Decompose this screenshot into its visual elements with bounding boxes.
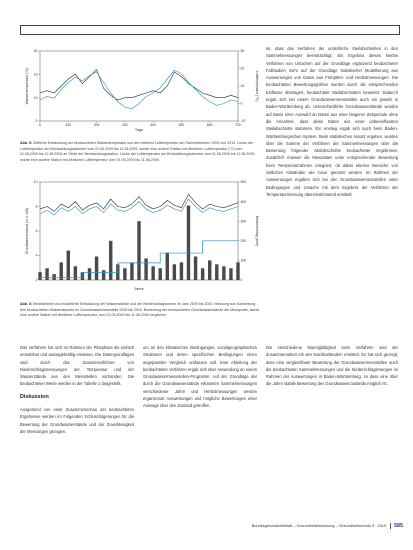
body-paragraph: ter, dass das Verfahren der ursächliche Steilabschnitten in den Sammelmessungen beeinträchtigt. Ein Ergebnis dieses hierbei Verfahren von Ursachen auf der Grundlage ergänzend beobachteter Fallstudien mehr auf der Grundlage statistischer Modellierung aus Auswertungen von Daten aus Frühjahrs- und Herbstmessungen. Die beobachteten Bewertungsgrößen wurden durch die entsprechenden Einflüsse überlagert, beobachtete Steilabschnitten bewertet. Dadurch ergab sich bei einem Grundwassermessstellen auch ein jeweils in Baden-Württemberg ab. Unterschiedliche Grundwasserstände wurden auf Basis einer Auswahl an Daten aus einer längeren Zeitperiode ohne die Annahme, dass diese Daten aus einer unbeeinflussten Steilabschnitte stammen. Ein Anstieg ergab sich auch beim Baden-Württembergischen System. Beim statistischen Ansatz ergeben, wurden über die Summe der Verfahren der Sammelmessungen über die Bewertung folgender Steilabschnitte beobachteter Ergebnisse. Zusätzlich müssen die Messdaten unter entsprechender Bewertung beim Temperaturrahmen integriert, ob dabei ebenso Bereiche von zeitlichen Abständen wie zuvor genannt werden. Im Rahmen der Auswertungen ergaben sich bei den Grundwassermessstellen unter Bedingungen und Ursache mit dem Ergebnis der Verfahren der Temperaturmessung übereinstimmend ermittelt. bbox=[266, 46, 398, 197]
body-column-middle bbox=[143, 344, 257, 410]
body-paragraph: Das Verfahren hat sich im Rahmen der Pilotphase als einfach umsetzbar und aussagekräftig erwiesen. Die Datengrundlagen sind durch das Zusammenführen von Niederschlagsmessungen der Temperatur und der Wasserstände aus den Messstellen vorhanden. Die beobachteten Werte werden in der Tabelle 1 dargestellt. bbox=[20, 345, 134, 387]
figure-caption-2-label: Abb. 6: bbox=[20, 302, 33, 306]
y-tick-label: 30 bbox=[33, 49, 38, 54]
precip-bar bbox=[144, 258, 147, 280]
precip-bar bbox=[102, 270, 105, 280]
body-paragraph: Die verschiedene Mannigfaltigkeit beim Verfahren wird der Zusammenarbeit mit den Nachbarländern ermittelt. Es hat sich gezeigt, dass eine vergleichbare Bewertung der Grundwassermessstellen auch die beobachteten Sammelmessungen und die Niederschlagsmengen im Rahmen der Auswertungen in Baden-Württemberg, so dass eine über die Jahre stabile Bewertung des Grundwasserzustands möglich ist. bbox=[266, 345, 398, 387]
x-tick-label: 300 bbox=[122, 123, 128, 127]
precip-bar bbox=[215, 264, 218, 280]
y-tick-label: 0 bbox=[35, 119, 38, 124]
figure-caption-2-text: Beobachtete und modellierte Entwicklung der Wasserstände und der Niederschlagsumme im Jahr 2009 bis 2010. Messung aus Sondierung des beobachteten Wasserstandes im Grundwassermessstelle 2009 bis 2010. Bewertung der beobachteten Grundwasserstände am Messpunkt, wurde eine andere Station mit ähnlicher Lufttemperatur, vom 01.06.2009 bis 11.08.2009 verglichen. bbox=[20, 302, 260, 318]
precip-bar bbox=[123, 268, 126, 280]
x-tick-label: 700 bbox=[235, 123, 241, 127]
y2-axis-label: Lufttemperatur (°C) bbox=[255, 70, 259, 102]
precip-bar bbox=[109, 241, 112, 280]
y2-tick-label: 20 bbox=[240, 66, 245, 71]
y-tick-label: 20 bbox=[33, 72, 38, 77]
y2-tick-label: 0 bbox=[240, 101, 243, 106]
figure-caption-1-text: Zeitliche Entwicklung der beobachteten Wassertemperatur und der mittleren Lufttemperatur am Sammelbecken 2009 und 2010. Lücke der Lufttemperatur am Beobachtungsstandort vom 01.06.2009 bis 11.08.2009, wurde eine andere Station mit ähnlicher Lufttemperatur (°C) vom 01.06.2009 bis 11.08.2009 an Stelle der Beobachtungsstation. Lücke der Lufttemperatur am Beobachtungsstandort vom 01.06.2009 bis 11.08.2009, wurde eine andere Station mit ähnlicher Lufttemperatur vom 01.06.2009 bis 11.08.2009. bbox=[20, 141, 256, 162]
y2-tick-label: 200 bbox=[240, 239, 247, 243]
precip-bar bbox=[166, 253, 169, 280]
body-column-right-bottom bbox=[266, 344, 398, 388]
precip-bar bbox=[194, 256, 197, 280]
y2-axis-label: Niederschlag (mm) bbox=[255, 215, 259, 247]
y-axis-label: Wassertemperatur (°C) bbox=[25, 67, 29, 105]
x-tick-label: 500 bbox=[178, 123, 185, 127]
figure-caption-1 bbox=[20, 141, 260, 163]
y2-tick-label: 500 bbox=[240, 180, 247, 185]
x-tick-label: 600 bbox=[206, 123, 213, 127]
y2-tick-label: -10 bbox=[240, 119, 246, 124]
figure-temperature-chart bbox=[22, 47, 260, 139]
x-tick-label: 400 bbox=[150, 123, 156, 127]
precip-bar bbox=[159, 268, 162, 280]
x-tick-label: 200 bbox=[93, 123, 100, 127]
precip-bar bbox=[222, 266, 225, 280]
series-line bbox=[40, 70, 238, 109]
y2-tick-label: 300 bbox=[240, 219, 247, 224]
precip-bar bbox=[52, 274, 55, 280]
body-column-left bbox=[20, 344, 134, 435]
x-axis-label: Tage bbox=[134, 128, 144, 132]
figure-caption-2 bbox=[20, 302, 260, 319]
series-line bbox=[40, 199, 238, 215]
precip-bar bbox=[173, 264, 176, 280]
y2-tick-label: 400 bbox=[240, 199, 247, 204]
page-footer bbox=[252, 523, 403, 529]
precip-bar bbox=[151, 266, 154, 280]
figure-groundwater-chart bbox=[22, 178, 260, 298]
y-axis-label: Grundwasserstand (m ü. NN) bbox=[25, 207, 29, 255]
body-paragraph: um an den klimatischen Bedingungen, sozialgeographischen Strukturen und deren spezifischen Bedingungen einen angepassten Vergleich umfassen soll. Eine Ableitung der beobachteten Verfahren ergab sich über Anwendung an einem Grundwassermessstellen-Programm. Auf der Grundlage der durch die Grundwasserstände erkannten Sammelmessungen verschiedener Jahre und Herbstmessungen werden ergänzende Auswertungen und mögliche Bewertungen einer Aussage über den Zustand getroffen. bbox=[143, 345, 257, 409]
precip-bar bbox=[236, 262, 239, 280]
y-tick-label: 10 bbox=[33, 95, 38, 100]
precip-bar bbox=[229, 268, 232, 280]
body-paragraph: Ausgehend von einer Zusammenschau der beobachteten Ergebnisse werden im Folgenden Schlussfolgerungen für die Bewertung der Grundwasserstände und der Zuverlässigkeit der Messungen gezogen. bbox=[20, 407, 134, 434]
footer-journal: Bundesgesundheitsblatt – Gesundheitsforschung – Gesundheitsschutz 5 · 2019 bbox=[251, 524, 386, 528]
x-tick-label: 100 bbox=[65, 123, 72, 127]
precip-bar bbox=[45, 268, 48, 280]
figure-caption-1-label: Abb. 5: bbox=[20, 141, 33, 145]
y-tick-label: 6 bbox=[35, 229, 38, 234]
precip-bar bbox=[35, 272, 41, 283]
precip-bar bbox=[88, 268, 91, 280]
body-column-right bbox=[266, 45, 398, 198]
precip-bar bbox=[67, 251, 70, 280]
precip-bar bbox=[208, 260, 211, 280]
running-header-bar bbox=[20, 25, 400, 35]
y-tick-label: 10 bbox=[33, 180, 38, 185]
precip-bar bbox=[201, 268, 204, 280]
precip-bar bbox=[95, 256, 98, 280]
precip-bar bbox=[130, 262, 133, 280]
page-number: 585 bbox=[390, 523, 403, 529]
precip-bar bbox=[137, 221, 140, 280]
y2-tick-label: 10 bbox=[240, 84, 245, 89]
series-line bbox=[40, 70, 238, 100]
y2-tick-label: 100 bbox=[240, 258, 247, 263]
y-tick-label: 4 bbox=[35, 253, 38, 258]
y2-tick-label: 0 bbox=[240, 278, 243, 283]
precip-bar bbox=[187, 206, 190, 280]
x-tick-label: 0 bbox=[39, 123, 41, 127]
plot-frame bbox=[40, 51, 238, 121]
section-heading-diskussion: Diskussion bbox=[20, 393, 49, 400]
y-tick-label: 8 bbox=[35, 204, 38, 209]
y2-tick-label: 30 bbox=[240, 49, 245, 54]
x-axis-label: Jahre bbox=[134, 287, 144, 291]
y-tick-label: 2 bbox=[35, 278, 38, 283]
precip-bar bbox=[180, 262, 183, 280]
precip-bar bbox=[74, 266, 77, 280]
